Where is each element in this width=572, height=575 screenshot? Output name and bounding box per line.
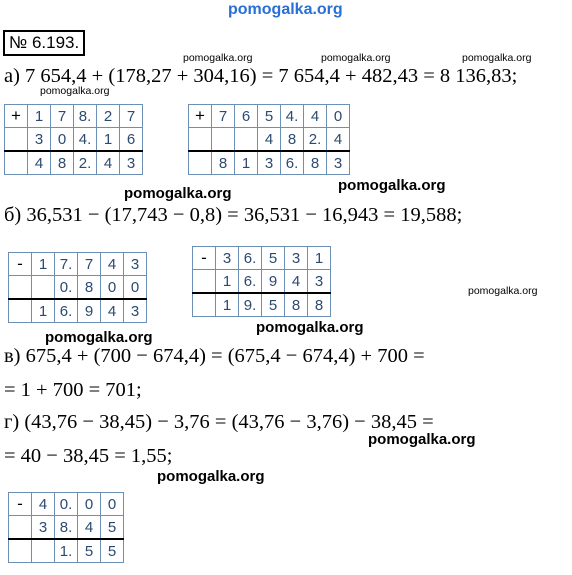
digit: 8: [51, 151, 74, 175]
watermark: pomogalka.org: [45, 329, 153, 346]
digit: 7: [120, 105, 143, 128]
digit: 8: [308, 293, 331, 317]
digit: 2.: [74, 151, 97, 175]
digit: 4: [304, 105, 327, 128]
digit: 5: [258, 105, 281, 128]
digit: 8.: [55, 516, 78, 540]
digit: 9: [262, 270, 285, 294]
digit: 3: [124, 253, 147, 276]
digit: 5: [101, 516, 124, 540]
problem-number: № 6.193.: [3, 30, 85, 56]
cell: [32, 276, 55, 300]
part-b-line: б) 36,531 − (17,743 − 0,8) = 36,531 − 16,943 = 19,588;: [4, 204, 463, 226]
digit: 6.: [55, 299, 78, 323]
digit: 3: [258, 151, 281, 175]
cell: [193, 270, 216, 294]
digit: 0: [101, 276, 124, 300]
digit: 4: [101, 299, 124, 323]
digit: 6: [235, 105, 258, 128]
digit: 4: [32, 493, 55, 516]
digit: 3: [327, 151, 350, 175]
digit: 6.: [239, 270, 262, 294]
digit: 1: [32, 253, 55, 276]
cell: [9, 539, 32, 563]
part-g-line2: = 40 − 38,45 = 1,55;: [4, 445, 173, 467]
column-addition-a2: [188, 104, 350, 175]
digit: 1: [216, 293, 239, 317]
watermark: pomogalka.org: [157, 468, 265, 485]
digit: 3: [28, 128, 51, 152]
digit: 0: [327, 105, 350, 128]
digit: 0: [101, 493, 124, 516]
digit: 4: [78, 516, 101, 540]
watermark: pomogalka.org: [462, 52, 532, 64]
cell: [9, 276, 32, 300]
digit: 1.: [55, 539, 78, 563]
digit: 0: [78, 493, 101, 516]
digit: 3: [32, 516, 55, 540]
digit: 3: [216, 247, 239, 270]
digit: 2: [97, 105, 120, 128]
digit: 3: [124, 299, 147, 323]
digit: 1: [235, 151, 258, 175]
digit: 4: [327, 128, 350, 152]
operator-plus: +: [5, 105, 28, 128]
digit: 8: [212, 151, 235, 175]
digit: 7: [51, 105, 74, 128]
operator-plus: +: [189, 105, 212, 128]
digit: 6.: [239, 247, 262, 270]
digit: 3: [120, 151, 143, 175]
cell: [9, 299, 32, 323]
watermark: pomogalka.org: [368, 431, 476, 448]
cell: [193, 293, 216, 317]
cell: [189, 128, 212, 152]
digit: 4: [101, 253, 124, 276]
digit: 9.: [239, 293, 262, 317]
digit: 8: [281, 128, 304, 152]
digit: 7.: [55, 253, 78, 276]
operator-minus: -: [9, 253, 32, 276]
digit: 5: [101, 539, 124, 563]
digit: 4: [285, 270, 308, 294]
part-v-line2: = 1 + 700 = 701;: [4, 379, 142, 401]
operator-minus: -: [193, 247, 216, 270]
digit: 6.: [281, 151, 304, 175]
digit: 6: [120, 128, 143, 152]
digit: 2.: [304, 128, 327, 152]
digit: 1: [308, 247, 331, 270]
watermark: pomogalka.org: [40, 85, 110, 97]
digit: 4.: [74, 128, 97, 152]
cell: [32, 539, 55, 563]
cell: [189, 151, 212, 175]
part-g-line1: г) (43,76 − 38,45) − 3,76 = (43,76 − 3,76) − 38,45 =: [4, 411, 434, 433]
digit: 0.: [55, 276, 78, 300]
digit: 3: [285, 247, 308, 270]
digit: 5: [262, 247, 285, 270]
part-v-line1: в) 675,4 + (700 − 674,4) = (675,4 − 674,4) + 700 =: [4, 345, 425, 367]
cell: [5, 151, 28, 175]
digit: 8.: [74, 105, 97, 128]
operator-minus: -: [9, 493, 32, 516]
digit: 5: [78, 539, 101, 563]
digit: 4: [28, 151, 51, 175]
digit: 4: [258, 128, 281, 152]
digit: 9: [78, 299, 101, 323]
digit: 7: [212, 105, 235, 128]
digit: 4.: [281, 105, 304, 128]
digit: 1: [97, 128, 120, 152]
column-subtraction-b2: [192, 246, 331, 317]
top-watermark[interactable]: pomogalka.org: [228, 1, 343, 18]
cell: [235, 128, 258, 152]
digit: 4: [97, 151, 120, 175]
watermark: pomogalka.org: [468, 285, 538, 297]
digit: 7: [78, 253, 101, 276]
column-subtraction-g1: [8, 492, 124, 563]
watermark: pomogalka.org: [321, 52, 391, 64]
digit: 0.: [55, 493, 78, 516]
watermark: pomogalka.org: [338, 177, 446, 194]
digit: 8: [78, 276, 101, 300]
digit: 8: [285, 293, 308, 317]
watermark: pomogalka.org: [183, 52, 253, 64]
digit: 5: [262, 293, 285, 317]
column-addition-a1: [4, 104, 143, 175]
cell: [9, 516, 32, 540]
watermark: pomogalka.org: [256, 319, 364, 336]
cell: [5, 128, 28, 152]
digit: 1: [32, 299, 55, 323]
digit: 8: [304, 151, 327, 175]
digit: 0: [51, 128, 74, 152]
digit: 3: [308, 270, 331, 294]
watermark: pomogalka.org: [124, 185, 232, 202]
digit: 1: [28, 105, 51, 128]
digit: 0: [124, 276, 147, 300]
digit: 1: [216, 270, 239, 294]
column-subtraction-b1: [8, 252, 147, 323]
cell: [212, 128, 235, 152]
part-a-line: а) 7 654,4 + (178,27 + 304,16) = 7 654,4 + 482,43 = 8 136,83;: [4, 65, 518, 87]
